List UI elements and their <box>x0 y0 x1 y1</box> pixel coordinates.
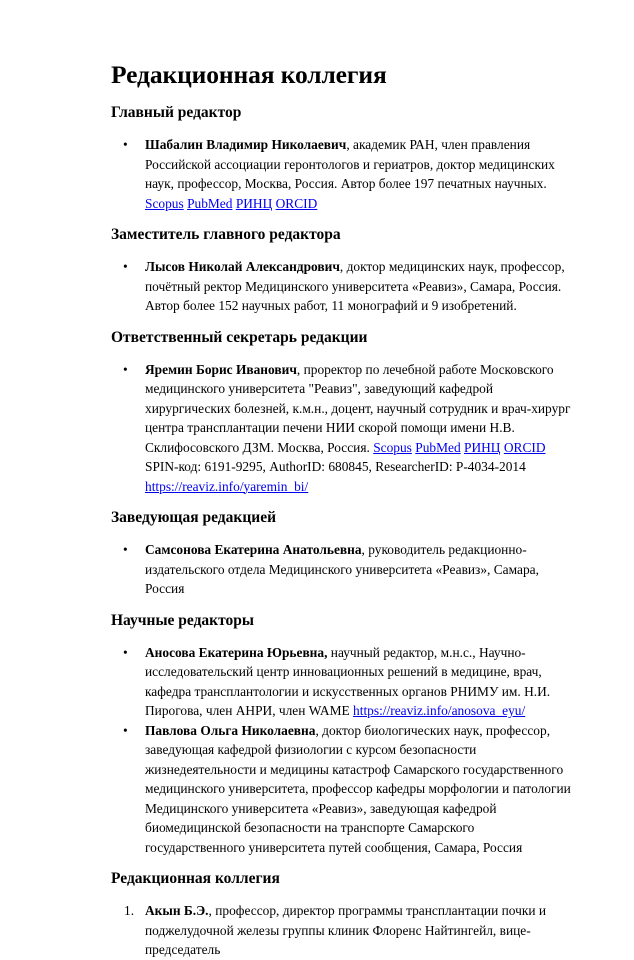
section-heading: Главный редактор <box>111 104 242 121</box>
section-heading: Заместитель главного редактора <box>111 226 341 243</box>
person-description: , доктор медицинских наук, профессор, почётный ректор Медицинского университета «Реавиз», Самара, Россия. Автор более 152 научных работ, 11 монографий и 9 изобретений. <box>145 259 565 313</box>
bullet-icon: • <box>123 259 128 274</box>
section-list <box>111 540 571 599</box>
person-description: научный редактор, м.н.с., Научно-исследовательский центр инновационных решений в медицине, врач, кафедра трансплантологии и искусственных органов РНИМУ им. Н.И. Пирогова, член АНРИ, член WAME <box>145 644 551 718</box>
section-heading: Заведующая редакцией <box>111 509 276 526</box>
orcid-link[interactable]: ORCID <box>503 439 546 455</box>
section-executive-secretary <box>111 328 571 497</box>
list-item <box>111 901 571 960</box>
list-item <box>111 643 571 721</box>
scopus-link[interactable]: Scopus <box>145 195 184 211</box>
bullet-icon: • <box>123 542 128 557</box>
section-heading: Научные редакторы <box>111 611 254 629</box>
section-science-editors <box>111 611 571 858</box>
person-name: Акын Б.Э. <box>145 903 209 918</box>
profile-link[interactable]: https://reaviz.info/anosova_eyu/ <box>353 703 526 718</box>
person-name: Павлова Ольга Николаевна <box>145 722 316 738</box>
profile-link[interactable]: https://reaviz.info/yaremin_bi/ <box>145 478 309 494</box>
person-description: , академик РАН, член правления Российской ассоциации геронтологов и гериатров, доктор медицинских наук, профессор, Москва, Россия. Автор более 197 печатных научных. <box>145 137 555 191</box>
list-item <box>111 135 571 213</box>
person-name: Шабалин Владимир Николаевич <box>145 137 347 152</box>
section-list <box>111 643 571 858</box>
bullet-icon: • <box>123 137 128 152</box>
page-content <box>111 58 571 960</box>
section-list <box>111 360 571 497</box>
person-name: Самсонова Екатерина Анатольевна <box>145 542 362 557</box>
orcid-link[interactable]: ORCID <box>275 195 318 211</box>
rinc-link[interactable]: РИНЦ <box>235 195 273 211</box>
section-list <box>111 901 571 960</box>
section-managing-editor <box>111 508 571 599</box>
person-description: , доктор биологических наук, профессор, заведующая кафедрой физиологии с курсом безопасности жизнедеятельности и медицины катастроф Самарского государственного медицинского университета, профессор кафедры морфологии и патологии Медицинского университета «Реавиз», заведующая кафедрой биомедицинской безопасности на транспорте Самарского государственного университета путей сообщения, Самара, Россия <box>145 722 571 855</box>
person-description: , руководитель редакционно-издательского отдела Медицинского университета «Реавиз», Самара, Россия <box>145 542 539 596</box>
pubmed-link[interactable]: PubMed <box>415 439 461 455</box>
person-identifiers: SPIN-код: 6191-9295, AuthorID: 680845, ResearcherID: P-4034-2014 <box>145 459 526 474</box>
section-list <box>111 257 571 316</box>
bullet-icon: • <box>123 361 128 377</box>
person-name: Лысов Николай Александрович <box>145 259 340 274</box>
scopus-link[interactable]: Scopus <box>373 439 412 455</box>
list-number: 1. <box>124 903 135 918</box>
person-description: , профессор, директор программы трансплантации почки и поджелудочной железы группы клиник Флоренс Найтингейл, вице-председатель <box>145 903 547 957</box>
pubmed-link[interactable]: PubMed <box>187 195 233 211</box>
section-heading: Редакционная коллегия <box>111 870 280 887</box>
page-title: Редакционная коллегия <box>111 60 387 89</box>
bullet-icon: • <box>123 644 128 660</box>
section-chief-editor <box>111 103 571 213</box>
bullet-icon: • <box>123 722 128 738</box>
person-description: , проректор по лечебной работе Московского медицинского университета "Реавиз", заведующий кафедрой хирургических болезней, к.м.н., доцент, научный сотрудник и врач-хирург центра трансплантации печени НИИ скорой помощи имени Н.В. Склифосовского ДЗМ. Москва, Россия. <box>145 361 571 455</box>
section-list <box>111 135 571 213</box>
list-item <box>111 360 571 497</box>
section-editorial-board <box>111 869 571 960</box>
list-item <box>111 540 571 599</box>
person-name: Яремин Борис Иванович <box>145 361 297 377</box>
list-item <box>111 721 571 858</box>
list-item <box>111 257 571 316</box>
section-heading: Ответственный секретарь редакции <box>111 328 368 346</box>
section-deputy-editor <box>111 225 571 316</box>
person-name: Аносова Екатерина Юрьевна, <box>145 644 328 660</box>
rinc-link[interactable]: РИНЦ <box>464 439 501 455</box>
